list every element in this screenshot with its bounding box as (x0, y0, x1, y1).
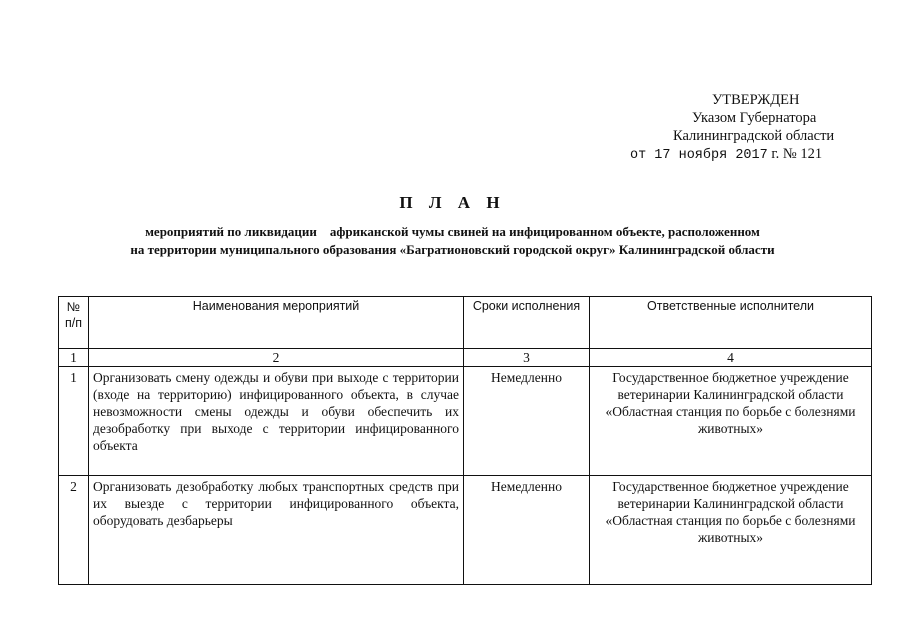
approval-status: УТВЕРЖДЕН (712, 92, 800, 108)
row-term: Немедленно (464, 476, 590, 585)
row-responsible: Государственное бюджетное учреждение ветеринарии Калининградской области «Областная станция по борьбе с болезнями животных» (590, 367, 872, 476)
header-action: Наименования мероприятий (89, 297, 464, 349)
document-title: П Л А Н (399, 193, 506, 212)
approval-date-number (630, 146, 822, 163)
header-term: Сроки исполнения (464, 297, 590, 349)
column-number: 4 (590, 349, 872, 367)
column-number-row (59, 349, 872, 367)
approval-date: от 17 ноября 2017 (630, 148, 768, 163)
row-num: 2 (59, 476, 89, 585)
column-number: 2 (89, 349, 464, 367)
column-number: 1 (59, 349, 89, 367)
row-action: Организовать дезобработку любых транспортных средств при их выезде с территории инфицированного объекта, оборудовать дезбарьеры (89, 476, 464, 585)
row-action: Организовать смену одежды и обуви при выходе с территории (входе на территорию) инфицированного объекта, в случае невозможности смены одежды и обуви обеспечить их дезобработку при выходе с территории инфицированного объекта (89, 367, 464, 476)
document-subtitle (60, 223, 845, 259)
table-row (59, 367, 872, 476)
header-num: № п/п (59, 297, 89, 349)
approval-number: г. № 121 (767, 146, 823, 162)
table-row (59, 476, 872, 585)
subtitle-line-2: на территории муниципального образования «Багратионовский городской округ» Калининградской области (130, 242, 775, 257)
column-number: 3 (464, 349, 590, 367)
table-header-row (59, 297, 872, 349)
approval-region: Калининградской области (673, 128, 835, 144)
row-num: 1 (59, 367, 89, 476)
approval-authority: Указом Губернатора (692, 110, 817, 126)
header-responsible: Ответственные исполнители (590, 297, 872, 349)
approval-stamp (0, 0, 905, 170)
row-responsible: Государственное бюджетное учреждение ветеринарии Калининградской области «Областная станция по борьбе с болезнями животных» (590, 476, 872, 585)
row-term: Немедленно (464, 367, 590, 476)
plan-table (58, 296, 872, 585)
subtitle-line-1: мероприятий по ликвидации африканской чумы свиней на инфицированном объекте, расположенном (145, 224, 760, 239)
